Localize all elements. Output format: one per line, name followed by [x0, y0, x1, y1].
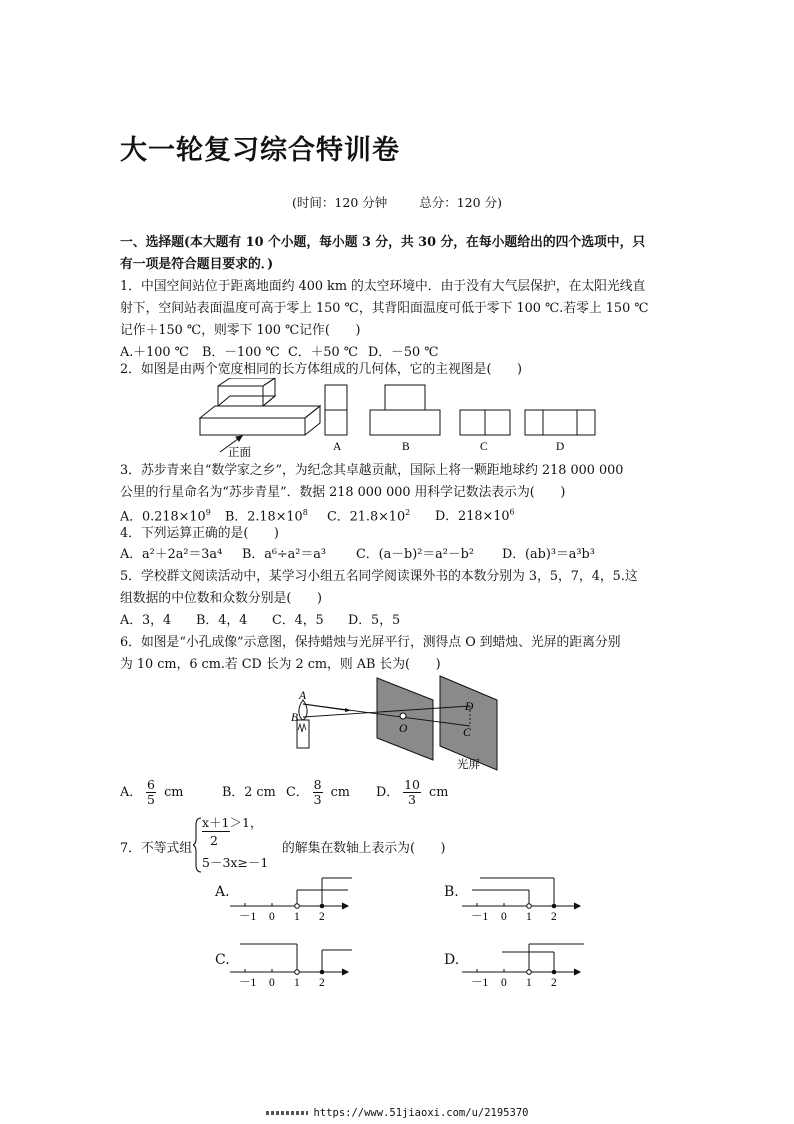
q1-line3: 记作＋150 ℃，则零下 100 ℃记作( ) — [120, 323, 361, 338]
label-d: D — [556, 441, 565, 453]
q6-option-a: A． $\frac{6}{5}$ cm — [120, 777, 184, 807]
tick-b-4: 2 — [551, 911, 557, 922]
q7-option-d-label: D. — [444, 952, 460, 968]
q4-option-c: C．(a－b)²＝a²－b² — [356, 547, 474, 562]
q5-line1: 5．学校群文阅读活动中，某学习小组五名同学阅读课外书的本数分别为 3，5，7，4，5.这 — [120, 569, 638, 584]
tick-b-2: 0 — [501, 911, 507, 922]
q7-option-c-label: C. — [215, 952, 230, 968]
q6-option-d: D． $\frac{10}{3}$ cm — [376, 777, 449, 807]
point-o — [400, 713, 406, 719]
q6-line2: 为 10 cm，6 cm.若 CD 长为 2 cm，则 AB 长为( ) — [120, 657, 441, 672]
q3-line2: 公里的行星命名为“苏步青星”．数据 218 000 000 用科学记数法表示为( ) — [120, 485, 566, 500]
q6-option-b: B．2 cm — [222, 785, 276, 800]
q2-line1: 2．如图是由两个宽度相同的长方体组成的几何体，它的主视图是( ) — [120, 362, 523, 377]
tick-a-3: 1 — [294, 911, 300, 922]
pinhole-figure — [285, 672, 515, 772]
q4-option-b: B．a⁶÷a²＝a³ — [242, 547, 326, 562]
total-score: 总分：120 分) — [419, 195, 502, 210]
section1-line2: 有一项是符合题目要求的．) — [120, 257, 274, 272]
tick-a-4: 2 — [319, 911, 325, 922]
q7-option-b-label: B. — [444, 884, 459, 900]
front-label: 正面 — [228, 447, 251, 459]
number-line-c — [230, 938, 360, 988]
label-point-b: B — [291, 712, 299, 724]
label-point-d: D — [465, 701, 474, 713]
tick-c-2: 0 — [269, 977, 275, 988]
label-a: A — [333, 441, 342, 453]
q7-prefix: 7．不等式组 — [120, 841, 193, 856]
q1-option-c: C．＋50 ℃ — [288, 345, 359, 360]
q1-option-a: A.＋100 ℃ — [120, 345, 189, 360]
ineq1: x＋1＞1， — [202, 815, 263, 830]
q7-option-a-label: A. — [215, 884, 230, 900]
q7-suffix: 的解集在数轴上表示为( ) — [282, 841, 446, 856]
tick-b-3: 1 — [526, 911, 532, 922]
q5-option-a: A．3，4 — [120, 613, 172, 628]
tick-c-3: 1 — [294, 977, 300, 988]
q5-option-c: C．4，5 — [272, 613, 324, 628]
tick-b-1: －1 — [471, 911, 489, 922]
pinhole-plate — [377, 678, 433, 760]
q5-line2: 组数据的中位数和众数分别是( ) — [120, 591, 322, 606]
q2-figure — [190, 378, 600, 460]
q1-line1: 1．中国空间站位于距离地面约 400 km 的太空环境中．由于没有大气层保护，在太阳光线直 — [120, 279, 646, 294]
q6-options — [120, 774, 448, 812]
candle-body — [297, 720, 309, 748]
number-line-a — [230, 872, 360, 922]
q6-line1: 6．如图是“小孔成像”示意图，保持蜡烛与光屏平行，测得点 O 到蜡烛、光屏的距离分别 — [120, 635, 621, 650]
view-b — [370, 410, 440, 435]
tick-c-1: －1 — [239, 977, 257, 988]
number-line-d — [462, 938, 592, 988]
tick-a-1: －1 — [239, 911, 257, 922]
q3-option-d: D．$218\times 10^6$ — [435, 508, 515, 525]
screen-label: 光屏 — [457, 759, 480, 771]
exam-meta — [0, 193, 794, 211]
q1-option-b: B．－100 ℃ — [202, 345, 280, 360]
ineq1-denominator: 2 — [210, 833, 218, 848]
q5-option-d: D．5，5 — [348, 613, 401, 628]
q3-option-c: C．$21.8\times 10^2$ — [327, 508, 411, 525]
view-d — [525, 410, 595, 435]
q3-option-b: B．$2.18\times 10^8$ — [225, 508, 308, 525]
q4-option-a: A．a²＋2a²＝3a⁴ — [120, 547, 223, 562]
ineq2: 5－3x≥－1 — [202, 855, 269, 870]
footer-url[interactable]: https://www.51jiaoxi.com/u/2195370 — [0, 1107, 794, 1119]
solid-figure — [200, 378, 320, 452]
tick-a-2: 0 — [269, 911, 275, 922]
q5-option-b: B．4，4 — [196, 613, 248, 628]
q6-option-c: C． $\frac{8}{3}$ cm — [286, 777, 350, 807]
label-b: B — [402, 441, 410, 453]
label-point-c: C — [463, 727, 471, 739]
q4-option-d: D．(ab)³＝a³b³ — [502, 547, 595, 562]
page-title: 大一轮复习综合特训卷 — [120, 135, 400, 166]
tick-d-1: －1 — [471, 977, 489, 988]
q4-line1: 4．下列运算正确的是( ) — [120, 526, 279, 541]
section1-line1: 一、选择题(本大题有 10 个小题，每小题 3 分，共 30 分，在每小题给出的四个选项中，只 — [120, 235, 646, 250]
watermark-icon — [266, 1111, 308, 1115]
tick-d-4: 2 — [551, 977, 557, 988]
tick-c-4: 2 — [319, 977, 325, 988]
label-point-o: O — [399, 723, 408, 735]
label-c: C — [480, 441, 488, 453]
tick-d-3: 1 — [526, 977, 532, 988]
q1-line2: 射下，空间站表面温度可高于零上 150 ℃，其背阳面温度可低于零下 100 ℃.若零上 150 ℃ — [120, 301, 649, 316]
q3-line1: 3．苏步青来自“数学家之乡”，为纪念其卓越贡献，国际上将一颗距地球约 218 000 000 — [120, 463, 624, 478]
q4-options — [120, 544, 595, 566]
q3-option-a: A．$0.218\times 10^9$ — [120, 508, 211, 525]
q1-option-d: D．－50 ℃ — [368, 345, 439, 360]
time-limit: (时间：120 分钟 — [292, 195, 388, 210]
q5-options — [120, 610, 400, 632]
tick-d-2: 0 — [501, 977, 507, 988]
number-line-b — [462, 872, 592, 922]
label-point-a: A — [299, 690, 307, 702]
